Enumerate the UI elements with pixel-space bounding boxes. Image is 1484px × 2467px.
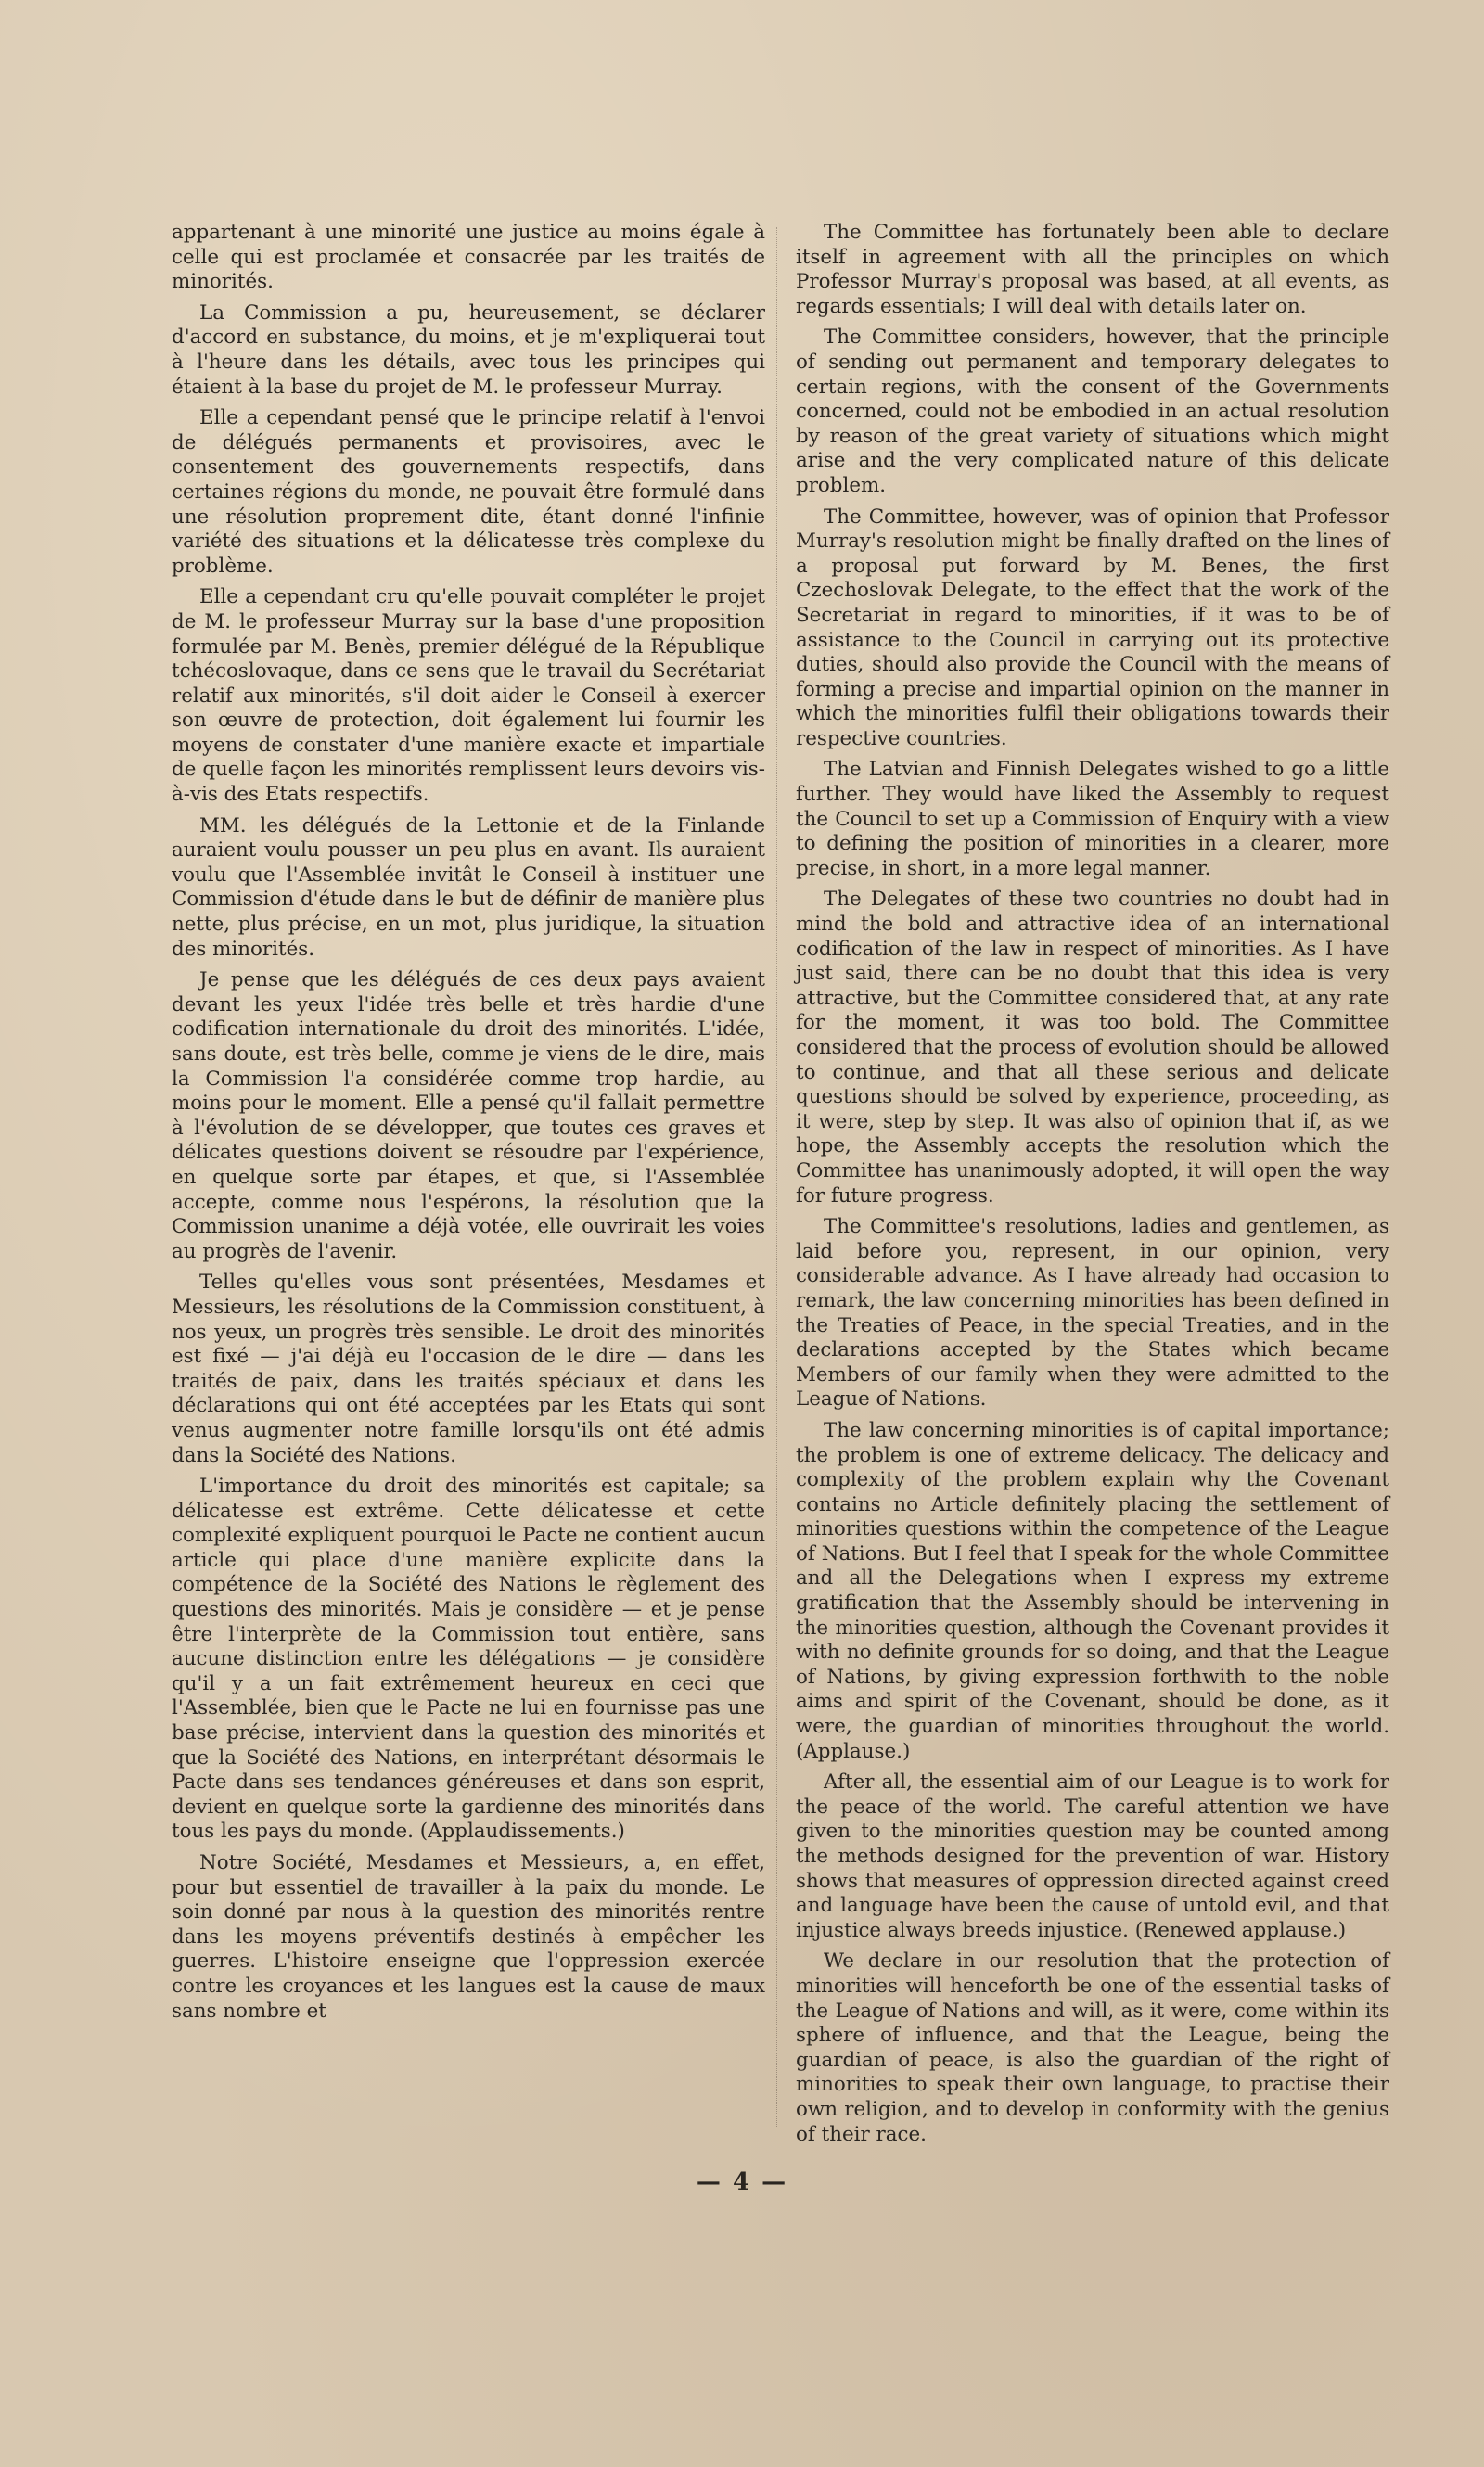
paragraph: The Committee considers, however, that the principle of sending out permanent and temporary delegates to certain regions, with the consent of the Governments concerned, could not be embodied in an actual resolution by reason of the great variety of situations which might arise and the very complicated nature of this delicate problem. bbox=[796, 326, 1389, 497]
paragraph: MM. les délégués de la Lettonie et de la Finlande auraient voulu pousser un peu plus en avant. Ils auraient voulu que l'Assemblée invitât le Conseil à instituer une Commission d'étude dans le but de définir de manière plus nette, plus précise, en un mot, plus juridique, la situation des minorités. bbox=[172, 813, 765, 961]
french-text-column bbox=[172, 221, 765, 2131]
paragraph: We declare in our resolution that the protection of minorities will henceforth be one of the essential tasks of the League of Nations and will, as it were, come within its sphere of influence, and that the League, being the guardian of peace, is also the guardian of the right of minorities to speak their own language, to practise their own religion, and to develop in conformity with the genius of their race. bbox=[796, 1949, 1389, 2146]
paragraph: appartenant à une minorité une justice au moins égale à celle qui est proclamée et consacrée par les traités de minorités. bbox=[172, 221, 765, 294]
paragraph: La Commission a pu, heureusement, se déclarer d'accord en substance, du moins, et je m'expliquerai tout à l'heure dans les détails, avec tous les principes qui étaient à la base du projet de M. le professeur Murray. bbox=[172, 300, 765, 399]
paragraph: Telles qu'elles vous sont présentées, Mesdames et Messieurs, les résolutions de la Commission constituent, à nos yeux, un progrès très sensible. Le droit des minorités est fixé — j'ai déjà eu l'occasion de le dire — dans les traités de paix, dans les traités spéciaux et dans les déclarations qui ont été acceptées par les Etats qui sont venus augmenter notre famille lorsqu'ils ont été admis dans la Société des Nations. bbox=[172, 1271, 765, 1467]
paragraph: The Committee's resolutions, ladies and gentlemen, as laid before you, represent, in our opinion, very considerable advance. As I have already had occasion to remark, the law concerning minorities has been defined in the Treaties of Peace, in the special Treaties, and in the declarations accepted by the States which became Members of our family when they were admitted to the League of Nations. bbox=[796, 1215, 1389, 1412]
paragraph: Je pense que les délégués de ces deux pays avaient devant les yeux l'idée très belle et très hardie d'une codification internationale du droit des minorités. L'idée, sans doute, est très belle, comme je viens de le dire, mais la Commission l'a considérée comme trop hardie, au moins pour le moment. Elle a pensé qu'il fallait permettre à l'évolution de se développer, que toutes ces graves et délicates questions doivent se résoudre par l'expérience, en quelque sorte par étapes, et que, si l'Assemblée accepte, comme nous l'espérons, la résolution que la Commission unanime a déjà votée, elle ouvrirait les voies au progrès de l'avenir. bbox=[172, 968, 765, 1263]
paragraph: Elle a cependant pensé que le principe relatif à l'envoi de délégués permanents et provisoires, avec le consentement des gouvernements respectifs, dans certaines régions du monde, ne pouvait être formulé dans une résolution proprement dite, étant donné l'infinie variété des situations et la délicatesse très complexe du problème. bbox=[172, 406, 765, 578]
paragraph: The Delegates of these two countries no doubt had in mind the bold and attractive idea of an international codification of the law in respect of minorities. As I have just said, there can be no doubt that this idea is very attractive, but the Committee considered that, at any rate for the moment, it was too bold. The Committee considered that the process of evolution should be allowed to continue, and that all these serious and delicate questions should be solved by experience, proceeding, as it were, step by step. It was also of opinion that if, as we hope, the Assembly accepts the resolution which the Committee has unanimously adopted, it will open the way for future progress. bbox=[796, 888, 1389, 1208]
paragraph: After all, the essential aim of our League is to work for the peace of the world. The careful attention we have given to the minorities question may be counted among the methods designed for the prevention of war. History shows that measures of oppression directed against creed and language have been the cause of untold evil, and that injustice always breeds injustice. (Renewed applause.) bbox=[796, 1770, 1389, 1942]
paragraph: The Committee, however, was of opinion that Professor Murray's resolution might be finally drafted on the lines of a proposal put forward by M. Benes, the first Czechoslovak Delegate, to the effect that the work of the Secretariat in regard to minorities, if it was to be of assistance to the Council in carrying out its protective duties, should also provide the Council with the means of forming a precise and impartial opinion on the manner in which the minorities fulfil their obligations towards their respective countries. bbox=[796, 505, 1389, 750]
paragraph: The law concerning minorities is of capital importance; the problem is one of extreme delicacy. The delicacy and complexity of the problem explain why the Covenant contains no Article definitely placing the settlement of minorities questions within the competence of the League of Nations. But I feel that I speak for the whole Committee and all the Delegations when I express my extreme gratification that the Assembly should be intervening in the minorities question, although the Covenant provides it with no definite grounds for so doing, and that the League of Nations, by giving expression forthwith to the noble aims and spirit of the Covenant, should be done, as it were, the guardian of minorities throughout the world. (Applause.) bbox=[796, 1418, 1389, 1763]
column-divider bbox=[776, 227, 777, 2128]
english-text-column bbox=[796, 221, 1389, 2146]
page-number: — 4 — bbox=[696, 2168, 788, 2196]
paragraph: L'importance du droit des minorités est capitale; sa délicatesse est extrême. Cette délicatesse et cette complexité expliquent pourquoi le Pacte ne contient aucun article qui place d'une manière explicite dans la compétence de la Société des Nations le règlement des questions des minorités. Mais je considère — et je pense être l'interprète de la Commission tout entière, sans aucune distinction entre les délégations — je considère qu'il y a un fait extrêmement heureux en ceci que l'Assemblée, bien que le Pacte ne lui en fournisse pas une base précise, intervient dans la question des minorités et que la Société des Nations, en interprétant désormais le Pacte dans ses tendances généreuses et dans son esprit, devient en quelque sorte la gardienne des minorités dans tous les pays du monde. (Applaudissements.) bbox=[172, 1475, 765, 1844]
paragraph: Elle a cependant cru qu'elle pouvait compléter le projet de M. le professeur Murray sur la base d'une proposition formulée par M. Benès, premier délégué de la République tchécoslovaque, dans ce sens que le travail du Secrétariat relatif aux minorités, s'il doit aider le Conseil à exercer son œuvre de protection, doit également lui fournir les moyens de constater d'une manière exacte et impartiale de quelle façon les minorités remplissent leurs devoirs vis-à-vis des Etats respectifs. bbox=[172, 585, 765, 807]
paragraph: The Committee has fortunately been able to declare itself in agreement with all the principles on which Professor Murray's proposal was based, at all events, as regards essentials; I will deal with details later on. bbox=[796, 221, 1389, 318]
paragraph: The Latvian and Finnish Delegates wished to go a little further. They would have liked the Assembly to request the Council to set up a Commission of Enquiry with a view to defining the position of minorities in a clearer, more precise, in short, in a more legal manner. bbox=[796, 758, 1389, 880]
paragraph: Notre Société, Mesdames et Messieurs, a, en effet, pour but essentiel de travailler à la paix du monde. Le soin donné par nous à la question des minorités rentre dans les moyens préventifs destinés à empêcher les guerres. L'histoire enseigne que l'oppression exercée contre les croyances et les langues est la cause de maux sans nombre et bbox=[172, 1851, 765, 2023]
